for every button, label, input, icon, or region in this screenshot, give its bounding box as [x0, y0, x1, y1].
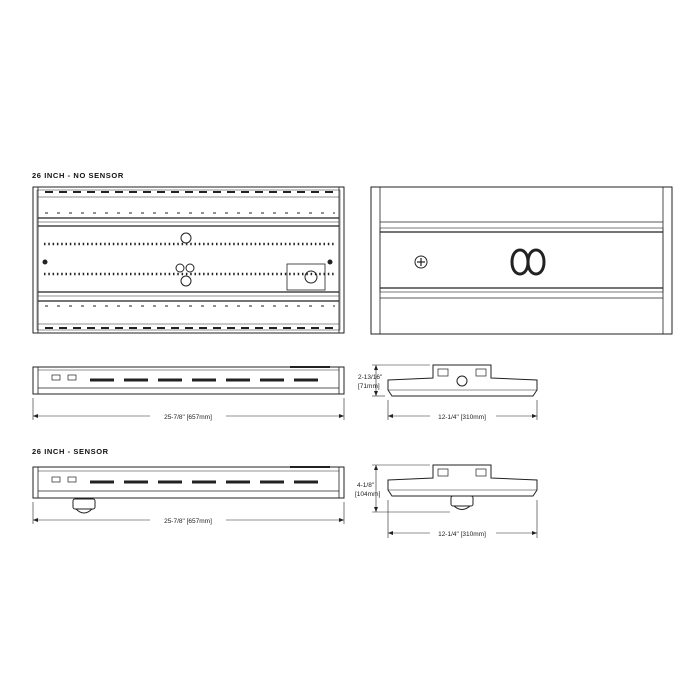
brand-logo-icon [512, 250, 544, 274]
fixture-side-view [33, 367, 344, 394]
fixture-profile-view-sensor [388, 465, 537, 496]
fixture-top-view [33, 187, 344, 333]
profile-sensor-icon [451, 496, 473, 510]
height-dimension-label-line1: 2-13/16" [358, 374, 383, 381]
sensor-height-dimension-label-line1: 4-1/8" [357, 482, 375, 489]
sensor-height-dimension-label-line2: [104mm] [355, 491, 381, 498]
fixture-profile-view [388, 365, 537, 396]
length-dimension-label: 25-7/8" [657mm] [164, 414, 212, 421]
height-dimension-label-line2: [71mm] [358, 383, 380, 390]
mounting-screw-icon [415, 256, 427, 268]
section-title-sensor: 26 INCH - SENSOR [32, 447, 109, 456]
occupancy-sensor-icon [73, 499, 95, 513]
width-dimension-label: 12-1/4" [310mm] [438, 414, 486, 421]
fixture-end-view [371, 187, 672, 334]
section-title-no-sensor: 26 INCH - NO SENSOR [32, 171, 124, 180]
sensor-width-dimension-label: 12-1/4" [310mm] [438, 531, 486, 538]
fixture-side-view-sensor [33, 467, 344, 498]
dimension-lines [33, 365, 537, 538]
sensor-length-dimension-label: 25-7/8" [657mm] [164, 518, 212, 525]
